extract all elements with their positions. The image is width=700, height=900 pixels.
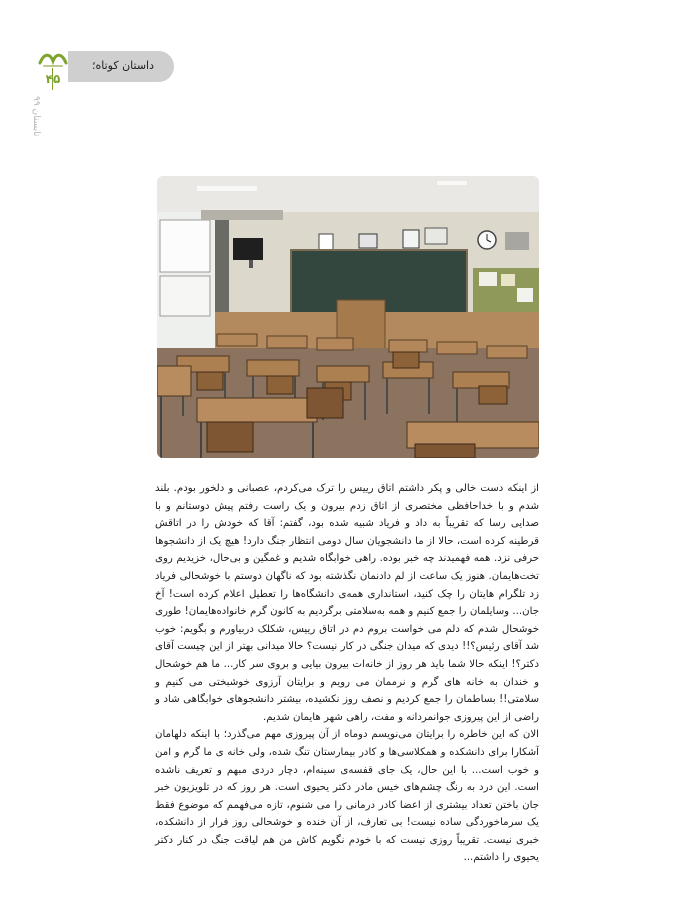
issue-label: تابستان ۹۹ (31, 96, 41, 137)
article-paragraph-2: الان که این خاطره را برایتان می‌نویسم دوماه از آن پیروزی مهم می‌گذرد؛ با اینکه دلهامان آشکارا برای دانشکده و همکلاسی‌ها و کادر بیمارستان تنگ شده، ولی خانه ی ما گرم و امن و خوب است... با این حال، یک جای قفسه‌ی سینه‌ام، دچار دردی مبهم و تعریف ناشده است. این درد به رنگ چشم‌های خیس مادر دکتر یحیوی است. هر روز که در تلویزیون خبر جان باختن تعداد بیشتری از اعضا کادر درمانی را می شنوم، تازه می‌فهمم که موضوع فقط یک سرماخوردگی ساده نیست! بی تعارف، از آن خنده و خوشحالی روز فرار از دانشکده، خبری نیست. تقریباً روزی نیست که با خودم نگویم کاش من هم لیاقت جنگ در کنار دکتر یحیوی را داشتم... (155, 729, 539, 864)
section-label: داستان کوتاه؛ (91, 59, 154, 72)
article-paragraph-1: از اینکه دست خالی و پکر داشتم اتاق رییس را ترک می‌کردم، عصبانی و دلخور بودم. بلند شدم و با خداحافظی مختصری از اتاق زدم بیرون و یک راست رفتم پیش دوستانم و با صدایی رسا که تقریباً به داد و فریاد شبیه شده بود، گفتم: آقا که خودش را در اتاقش قرطینه کرده است، حالا از ما دانشجویان سال دومی انتظار جنگ دارد! هیچ یک از دانشجوها حرفی نزد. همه فهمیدند چه خبر بوده. راهی خوابگاه شدیم و غمگین و بی‌حال، خزیدیم روی تخت‌هایمان. هنوز یک ساعت از لم دادنمان نگذشته بود که ناگهان دوستم با خوشحالی فریاد زد تلگرام هایتان را چک کنید، استانداری همه‌ی دانشگاه‌ها را تعطیل اعلام کرده است! آخ جان... وسایلمان را جمع کنیم و همه به‌سلامتی برگردیم به کانون گرم خانواده‌هایمان! طوری خوشحال شدم که دلم می خواست بروم دم در اتاق رییس، شکلک دربیاورم و بگویم: خوب شد آقای رئیس؟!! دیدی که میدان جنگی در کار نیست؟ حالا میدانی بهتر از این چیست آقای دکتر؟! اینکه حالا شما باید هر روز از خانه‌ات بیرون بیایی و بروی سر کار... ما هم خوشحال و خندان به خانه های گرم و نرممان می رویم و برایتان آرزوی خوشبختی می کنیم و سلامتی!! بساطمان را جمع کردیم و نصف روز نکشیده، بیشتر دانشجوهای خوابگاهی شاد و راضی از این پیروزی جوانمردانه و مفت، راهی شهر هایمان شدیم. (155, 483, 539, 723)
section-header-tab (68, 51, 174, 82)
magazine-logo-icon (38, 49, 68, 69)
classroom-photo (157, 176, 539, 458)
page-number: ۴۵ (45, 72, 61, 86)
article-body (155, 480, 539, 867)
